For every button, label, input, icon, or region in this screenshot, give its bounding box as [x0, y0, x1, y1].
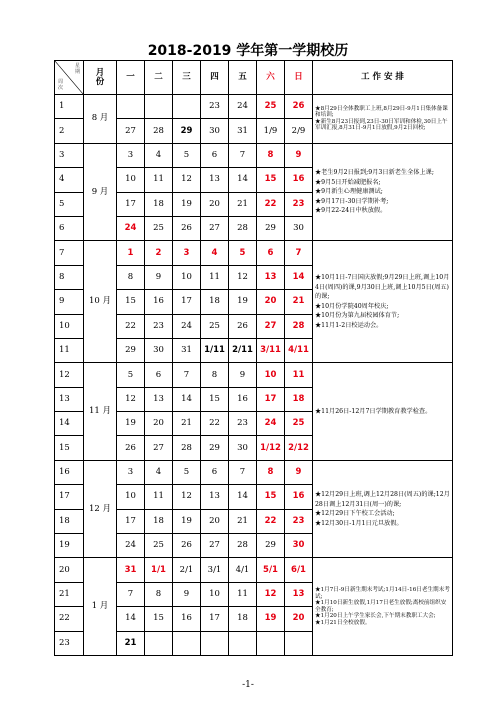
day-cell-thu: 4 [201, 241, 229, 265]
day-cell-sat: 1/12 [257, 436, 285, 460]
day-cell-sun: 26 [285, 95, 313, 119]
day-header-wed: 三 [173, 61, 201, 95]
day-cell-wed: 12 [173, 168, 201, 192]
work-note-line: ★11月26日-12月7日学期教育教学检查。 [315, 407, 432, 415]
day-cell-wed: 5 [173, 143, 201, 167]
day-cell-tue: 15 [145, 607, 173, 631]
month-cell: 8 月 [84, 95, 117, 144]
day-cell-wed: 5 [173, 460, 201, 484]
day-cell-sat: 24 [257, 412, 285, 436]
day-cell-sun: 28 [285, 314, 313, 338]
day-cell-mon: 27 [117, 119, 145, 143]
day-cell-mon: 17 [117, 509, 145, 533]
week-number: 21 [55, 582, 84, 606]
work-note-line: ★11月1-2日校运动会。 [315, 322, 383, 330]
day-cell-thu: 3/1 [201, 558, 229, 582]
week-number: 11 [55, 338, 84, 362]
day-header-sun: 日 [285, 61, 313, 95]
day-cell-tue: 25 [145, 216, 173, 240]
week-row [55, 143, 453, 167]
day-cell-tue: 2 [145, 241, 173, 265]
day-cell-fri: 18 [229, 607, 257, 631]
week-number: 14 [55, 412, 84, 436]
day-cell-tue: 11 [145, 485, 173, 509]
week-axis-label: 周 次 [58, 79, 64, 91]
day-cell-thu: 13 [201, 485, 229, 509]
work-note-line: ★9月新生心理健康测试; [315, 188, 383, 196]
week-row [55, 363, 453, 387]
day-cell-wed: 21 [173, 412, 201, 436]
day-cell-fri: 30 [229, 436, 257, 460]
day-cell-sat [257, 631, 285, 655]
notes-header: 工 作 安 排 [313, 61, 453, 95]
day-cell-sat: 5/1 [257, 558, 285, 582]
day-cell-sun: 7 [285, 241, 313, 265]
day-cell-wed: 28 [173, 436, 201, 460]
day-cell-mon: 22 [117, 314, 145, 338]
work-notes-cell [313, 143, 453, 241]
day-cell-tue: 23 [145, 314, 173, 338]
work-note-line: ★老生9月2日报到;9月3日新老生全体上课; [315, 169, 434, 177]
day-cell-sun: 2/12 [285, 436, 313, 460]
day-cell-thu: 6 [201, 460, 229, 484]
month-cell: 10 月 [84, 241, 117, 363]
day-cell-tue: 27 [145, 436, 173, 460]
day-cell-tue: 16 [145, 290, 173, 314]
day-cell-mon: 1 [117, 241, 145, 265]
month-cell: 12 月 [84, 460, 117, 558]
day-cell-thu: 27 [201, 216, 229, 240]
day-cell-sat: 27 [257, 314, 285, 338]
day-cell-wed: 29 [173, 119, 201, 143]
work-notes-cell [313, 363, 453, 461]
day-cell-fri: 21 [229, 192, 257, 216]
day-cell-mon: 5 [117, 363, 145, 387]
day-cell-tue: 1/1 [145, 558, 173, 582]
day-cell-sat: 8 [257, 460, 285, 484]
day-cell-sat: 25 [257, 95, 285, 119]
day-cell-sun: 16 [285, 485, 313, 509]
week-number: 4 [55, 168, 84, 192]
day-cell-sun: 6/1 [285, 558, 313, 582]
day-cell-sun: 23 [285, 509, 313, 533]
week-number: 19 [55, 534, 84, 558]
work-notes-cell [313, 460, 453, 558]
week-number: 6 [55, 216, 84, 240]
day-cell-wed [173, 631, 201, 655]
day-cell-wed: 10 [173, 265, 201, 289]
work-note-line: ★1月21日全校放假。 [315, 619, 371, 626]
work-note-line: ★10月1日-7日国庆放假;9月29日上班,调上10月4日(周四)的课,9月30日上班,调上10月5日(周五)的课; [315, 273, 450, 301]
day-cell-wed: 14 [173, 387, 201, 411]
day-cell-mon: 8 [117, 265, 145, 289]
day-cell-sun: 18 [285, 387, 313, 411]
day-cell-sun: 11 [285, 363, 313, 387]
day-cell-wed: 16 [173, 607, 201, 631]
week-number: 20 [55, 558, 84, 582]
day-cell-tue: 30 [145, 338, 173, 362]
week-number: 23 [55, 631, 84, 655]
day-cell-thu: 20 [201, 509, 229, 533]
day-cell-wed: 31 [173, 338, 201, 362]
page-title: 2018-2019 学年第一学期校历 [147, 43, 349, 59]
day-cell-wed: 19 [173, 509, 201, 533]
day-cell-wed: 24 [173, 314, 201, 338]
day-cell-fri: 5 [229, 241, 257, 265]
day-cell-sun: 23 [285, 192, 313, 216]
day-cell-sat: 15 [257, 485, 285, 509]
day-cell-sat: 15 [257, 168, 285, 192]
day-cell-thu: 29 [201, 436, 229, 460]
day-cell-sat: 13 [257, 265, 285, 289]
work-note-line: ★9月17日-30日学期补考; [315, 197, 389, 205]
day-cell-tue: 20 [145, 412, 173, 436]
day-cell-tue: 25 [145, 534, 173, 558]
day-cell-sat: 22 [257, 509, 285, 533]
day-cell-fri: 26 [229, 314, 257, 338]
day-cell-fri: 14 [229, 485, 257, 509]
week-number: 12 [55, 363, 84, 387]
day-cell-mon: 12 [117, 387, 145, 411]
week-number: 17 [55, 485, 84, 509]
day-cell-mon: 21 [117, 631, 145, 655]
work-notes-cell [313, 241, 453, 363]
day-cell-sat: 29 [257, 534, 285, 558]
day-cell-fri: 9 [229, 363, 257, 387]
day-cell-sat: 8 [257, 143, 285, 167]
day-cell-mon: 24 [117, 534, 145, 558]
day-cell-thu: 6 [201, 143, 229, 167]
work-note-line: ★12月30日-1月1日元旦放假。 [315, 519, 403, 527]
day-cell-sun: 30 [285, 216, 313, 240]
day-cell-fri: 23 [229, 412, 257, 436]
week-number: 2 [55, 119, 84, 143]
day-cell-thu: 1/11 [201, 338, 229, 362]
day-header-mon: 一 [117, 61, 145, 95]
day-cell-thu: 15 [201, 387, 229, 411]
work-note-line: ★10月份学院40周年校庆; [315, 302, 389, 310]
week-number: 3 [55, 143, 84, 167]
day-cell-thu: 20 [201, 192, 229, 216]
day-cell-sun: 4/11 [285, 338, 313, 362]
day-cell-sat: 3/11 [257, 338, 285, 362]
day-cell-mon: 31 [117, 558, 145, 582]
day-cell-sun: 9 [285, 143, 313, 167]
day-cell-thu: 10 [201, 582, 229, 606]
day-cell-sat: 19 [257, 607, 285, 631]
day-cell-sat: 10 [257, 363, 285, 387]
day-cell-fri: 31 [229, 119, 257, 143]
day-header-fri: 五 [229, 61, 257, 95]
month-cell: 11 月 [84, 363, 117, 461]
day-cell-sun: 2/9 [285, 119, 313, 143]
week-number: 10 [55, 314, 84, 338]
day-cell-wed: 19 [173, 192, 201, 216]
day-cell-wed: 2/1 [173, 558, 201, 582]
work-notes-cell [313, 95, 453, 144]
weekday-axis-label: 星 期 [74, 63, 80, 75]
day-cell-tue: 8 [145, 582, 173, 606]
week-number: 22 [55, 607, 84, 631]
day-cell-wed: 26 [173, 216, 201, 240]
day-cell-mon: 26 [117, 436, 145, 460]
day-cell-mon: 19 [117, 412, 145, 436]
month-cell: 1 月 [84, 558, 117, 656]
day-cell-fri: 2/11 [229, 338, 257, 362]
day-cell-thu: 13 [201, 168, 229, 192]
work-note-line: ★12月29日上班,调上12月28日(周五)的课;12月28日调上12月31日(周一)的课; [315, 490, 450, 508]
page-number: -1- [242, 680, 254, 690]
day-cell-sat: 22 [257, 192, 285, 216]
work-notes-cell [313, 558, 453, 656]
day-cell-thu [201, 631, 229, 655]
day-header-thu: 四 [201, 61, 229, 95]
day-cell-mon: 3 [117, 143, 145, 167]
day-cell-mon: 24 [117, 216, 145, 240]
day-cell-fri: 16 [229, 387, 257, 411]
day-cell-fri: 14 [229, 168, 257, 192]
day-cell-tue [145, 631, 173, 655]
day-cell-wed [173, 95, 201, 119]
day-cell-mon [117, 95, 145, 119]
week-number: 7 [55, 241, 84, 265]
week-number: 15 [55, 436, 84, 460]
day-cell-fri: 24 [229, 95, 257, 119]
day-cell-sat: 1/9 [257, 119, 285, 143]
day-cell-sun: 30 [285, 534, 313, 558]
day-cell-thu: 22 [201, 412, 229, 436]
day-cell-thu: 30 [201, 119, 229, 143]
day-header-sat: 六 [257, 61, 285, 95]
month-header: 月 份 [84, 61, 117, 95]
day-cell-tue: 6 [145, 363, 173, 387]
work-note-line: ★1月10日新生放假,1月17日老生放假;离校前组织安全教育; [315, 600, 447, 613]
day-cell-fri: 4/1 [229, 558, 257, 582]
day-cell-sat: 17 [257, 387, 285, 411]
day-cell-wed: 12 [173, 485, 201, 509]
week-row [55, 558, 453, 582]
day-cell-sun [285, 631, 313, 655]
day-cell-mon: 10 [117, 485, 145, 509]
day-cell-fri: 28 [229, 534, 257, 558]
day-cell-tue [145, 95, 173, 119]
header-row [55, 61, 453, 95]
day-cell-fri: 19 [229, 290, 257, 314]
day-cell-fri: 7 [229, 460, 257, 484]
day-cell-tue: 4 [145, 143, 173, 167]
day-cell-sun: 14 [285, 265, 313, 289]
day-cell-sun: 9 [285, 460, 313, 484]
work-note-line: ★9月22-24日中秋放假。 [315, 207, 387, 215]
week-number: 13 [55, 387, 84, 411]
day-cell-sun: 21 [285, 290, 313, 314]
day-cell-thu: 27 [201, 534, 229, 558]
day-cell-wed: 7 [173, 363, 201, 387]
corner-header [55, 61, 84, 95]
day-cell-tue: 28 [145, 119, 173, 143]
day-cell-mon: 3 [117, 460, 145, 484]
school-calendar-table [54, 60, 453, 656]
day-cell-fri: 12 [229, 265, 257, 289]
day-cell-mon: 15 [117, 290, 145, 314]
day-cell-mon: 17 [117, 192, 145, 216]
day-cell-sun: 20 [285, 607, 313, 631]
work-note-line: ★9月5日开始减肥报名; [315, 178, 381, 186]
day-cell-thu: 11 [201, 265, 229, 289]
day-cell-thu: 23 [201, 95, 229, 119]
day-cell-sat: 20 [257, 290, 285, 314]
day-cell-wed: 17 [173, 290, 201, 314]
week-number: 16 [55, 460, 84, 484]
day-cell-mon: 14 [117, 607, 145, 631]
day-cell-sun: 13 [285, 582, 313, 606]
day-cell-wed: 3 [173, 241, 201, 265]
day-cell-fri: 11 [229, 582, 257, 606]
day-cell-sun: 16 [285, 168, 313, 192]
day-cell-sun: 25 [285, 412, 313, 436]
week-row [55, 95, 453, 119]
work-note-line: ★8月29日全体教职工上班,8月29日-9月1日集体备课和培训; [315, 106, 448, 119]
day-cell-sat: 12 [257, 582, 285, 606]
day-header-tue: 二 [145, 61, 173, 95]
work-note-line: ★1月20日上午学生家长会,下午期末教职工大会; [315, 613, 436, 620]
day-cell-tue: 18 [145, 192, 173, 216]
week-number: 18 [55, 509, 84, 533]
work-note-line: ★1月7日-9日新生期末考试;1月14日-16日老生期末考试; [315, 587, 450, 600]
day-cell-fri: 7 [229, 143, 257, 167]
week-number: 5 [55, 192, 84, 216]
day-cell-sat: 6 [257, 241, 285, 265]
day-cell-sat: 29 [257, 216, 285, 240]
day-cell-wed: 9 [173, 582, 201, 606]
day-cell-thu: 18 [201, 290, 229, 314]
month-cell: 9 月 [84, 143, 117, 241]
day-cell-fri: 21 [229, 509, 257, 533]
week-number: 1 [55, 95, 84, 119]
week-number: 8 [55, 265, 84, 289]
week-row [55, 460, 453, 484]
day-cell-fri [229, 631, 257, 655]
work-note-line: ★新生8月23日报到,23日-30日军训和体检,30日上午军训汇报,8月31日-9月1日放假,9月2日回校; [315, 118, 448, 132]
work-note-line: ★10月份为第九届校园体育节; [315, 312, 400, 320]
week-row [55, 241, 453, 265]
week-number: 9 [55, 290, 84, 314]
day-cell-thu: 17 [201, 607, 229, 631]
day-cell-mon: 10 [117, 168, 145, 192]
day-cell-tue: 4 [145, 460, 173, 484]
day-cell-fri: 28 [229, 216, 257, 240]
day-cell-thu: 25 [201, 314, 229, 338]
work-note-line: ★12月29日下午校工会活动; [315, 510, 395, 518]
day-cell-tue: 13 [145, 387, 173, 411]
day-cell-tue: 9 [145, 265, 173, 289]
day-cell-tue: 18 [145, 509, 173, 533]
day-cell-mon: 7 [117, 582, 145, 606]
day-cell-wed: 26 [173, 534, 201, 558]
day-cell-thu: 8 [201, 363, 229, 387]
day-cell-mon: 29 [117, 338, 145, 362]
day-cell-tue: 11 [145, 168, 173, 192]
